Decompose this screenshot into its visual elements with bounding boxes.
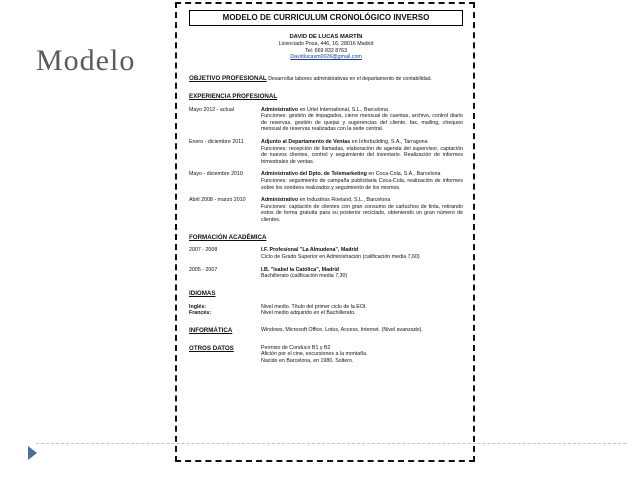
entry-org: en Urtel International, S.L., Barcelona	[299, 106, 388, 113]
languages-section	[189, 290, 463, 317]
entry-desc: Funciones: gestión de impagados, cierre mensual de cuentas, archivo, control diario de reservas, gestión de quejas y sugerencias del cliente, fax, mailing, chequeo mensual de reservas realizadas con la sede central.	[261, 113, 463, 133]
languages-label: IDIOMAS	[189, 289, 216, 297]
entry-desc: Funciones: captación de clientes con gran consumo de cartuchos de tinta, retirando estos de forma gratuita para su posterior reciclado, obteniendo un gran número de clientes.	[261, 203, 463, 224]
entry-date: Mayo - diciembre 2010	[189, 171, 243, 178]
entry-title: I.B. "Isabel la Católica", Madrid	[261, 266, 340, 273]
language-name: Inglés:	[189, 303, 207, 310]
experience-entry	[189, 139, 463, 165]
entry-role: Administrativo	[261, 106, 299, 113]
candidate-email[interactable]: Davidlucasm0026@gmail.com	[290, 54, 362, 61]
entry-role: Administrativo	[261, 197, 299, 204]
candidate-address: Licenciado Poza, 446, 16, 28016 Madrid	[278, 41, 374, 48]
language-level: Nivel medio. Título del primer ciclo de la EOI.	[261, 303, 367, 310]
language-level: Nivel medio adquirido en el Bachillerato.	[261, 310, 356, 317]
education-section	[189, 234, 463, 280]
entry-title: I.F. Profesional "La Almudena", Madrid	[261, 247, 359, 254]
other-section	[189, 345, 463, 365]
cv-title: MODELO DE CURRICULUM CRONOLÓGICO INVERSO	[189, 10, 463, 26]
other-line: Permiso de Conducir B1 y B2	[261, 344, 331, 351]
cv-document	[175, 2, 475, 462]
objective-text: Desarrollar labores administrativas en el departamento de contabilidad.	[268, 76, 432, 83]
candidate-name: DAVID DE LUCAS MARTÍN	[289, 34, 363, 40]
computing-section	[189, 327, 463, 335]
bullet-arrow-icon	[28, 446, 37, 460]
experience-entry	[189, 197, 463, 223]
education-entry	[189, 247, 463, 260]
entry-date: Mayo 2012 - actual	[189, 106, 235, 113]
entry-org: en Industrias Roeland, S.L., Barcelona	[299, 197, 391, 204]
entry-org: en Inforbuilding, S.A., Tarragona	[351, 139, 428, 145]
cv-content	[189, 10, 463, 364]
other-line: Nacido en Barcelona, en 1980. Soltero.	[261, 357, 354, 364]
computing-label: INFORMÁTICA	[189, 326, 233, 334]
computing-text: Windows, Microsoft Office, Lotus, Access, Internet. (Nivel avanzado).	[261, 326, 423, 333]
cv-header	[189, 34, 463, 61]
language-row	[189, 310, 463, 317]
candidate-phone: Tel: 669 832 8763	[304, 47, 348, 54]
entry-desc: Ciclo de Grado Superior en Administración (calificación media 7,60)	[261, 254, 420, 261]
entry-role: Adjunto al Departamento de Ventas	[261, 139, 351, 145]
other-label: OTROS DATOS	[189, 344, 234, 352]
entry-org: en Coca-Cola, S.A., Barcelona	[368, 171, 441, 178]
language-name: Francés:	[189, 310, 212, 317]
entry-role: Administrativo del Dpto. de Telemarketing	[261, 171, 367, 178]
experience-entry	[189, 107, 463, 133]
education-label: FORMACIÓN ACADÉMICA	[189, 233, 267, 241]
other-line: Afición por el cine, excursiones a la montaña.	[261, 351, 368, 358]
slide-title: Modelo	[36, 44, 136, 77]
entry-desc: Funciones: recepción de llamadas, elaboración de agenda del supervisor, captación de nuevos clientes, control y seguimiento del inventario. Realización de informes trimestrales de ventas.	[261, 145, 463, 165]
entry-date: 2007 - 2008	[189, 247, 218, 254]
entry-desc: Bachillerato (calificación media 7,30)	[261, 273, 348, 280]
entry-date: Enero - diciembre 2011	[189, 139, 244, 145]
objective-label: OBJETIVO PROFESIONAL	[189, 75, 267, 83]
objective-section	[189, 75, 463, 83]
entry-desc: Funciones: seguimiento de campaña publicitaria Coca-Cola, realización de informes sobre los sondeos realizados y seguimiento de los mismos.	[261, 178, 463, 191]
experience-section	[189, 93, 463, 224]
experience-label: EXPERIENCIA PROFESIONAL	[189, 92, 278, 100]
education-entry	[189, 267, 463, 280]
slide-divider	[36, 443, 626, 444]
language-row	[189, 304, 463, 311]
entry-date: 2005 - 2007	[189, 266, 218, 273]
entry-date: Abril 2008 - marzo 2010	[189, 197, 246, 204]
experience-entry	[189, 171, 463, 191]
